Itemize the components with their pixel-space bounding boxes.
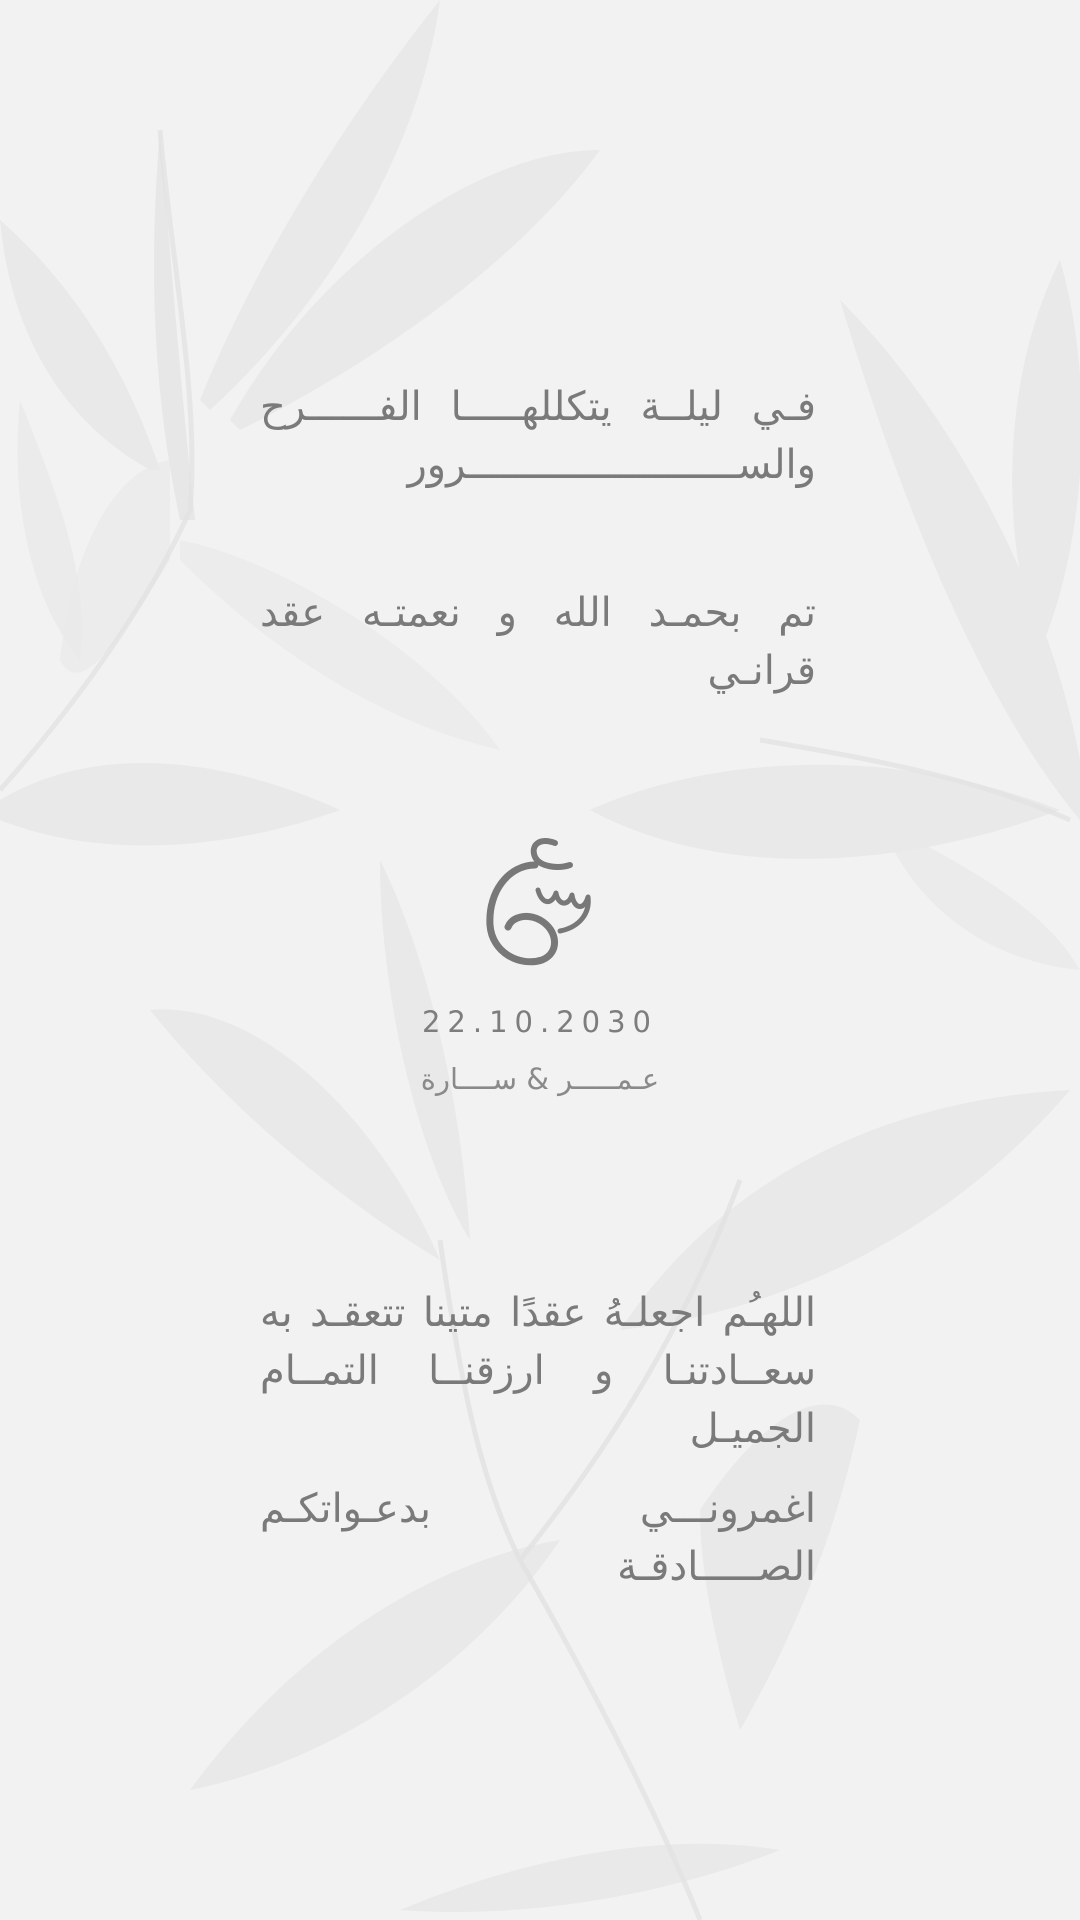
- prayer-verse-line-2: سعــادتنـا و ارزقنــا التمــام الجميـل: [260, 1348, 816, 1452]
- prayer-verse: [260, 1284, 816, 1458]
- opening-verse-line-1: فـي ليلــة يتكللهـــــا الفــــــرح: [260, 384, 816, 430]
- closing-request-text: اغمرونـــي بدعـواتكـم الصـــــادقـة: [260, 1486, 816, 1590]
- arabic-monogram-icon: [480, 835, 600, 970]
- engagement-announcement-text: تم بحمـد الله و نعمتـه عقد قرانـي: [260, 590, 816, 694]
- closing-request: [260, 1480, 816, 1596]
- prayer-verse-line-1: اللهـُم اجعلـهُ عقدًا متينا تتعقـد به: [260, 1290, 816, 1336]
- couple-names: عـمـــــر & ســــارة: [420, 1062, 660, 1096]
- engagement-announcement: [260, 584, 816, 700]
- opening-verse: [260, 378, 816, 494]
- event-date: 22.10.2030: [421, 1005, 659, 1039]
- opening-verse-line-2: والســـــــــــــــــــــــرور: [407, 442, 816, 488]
